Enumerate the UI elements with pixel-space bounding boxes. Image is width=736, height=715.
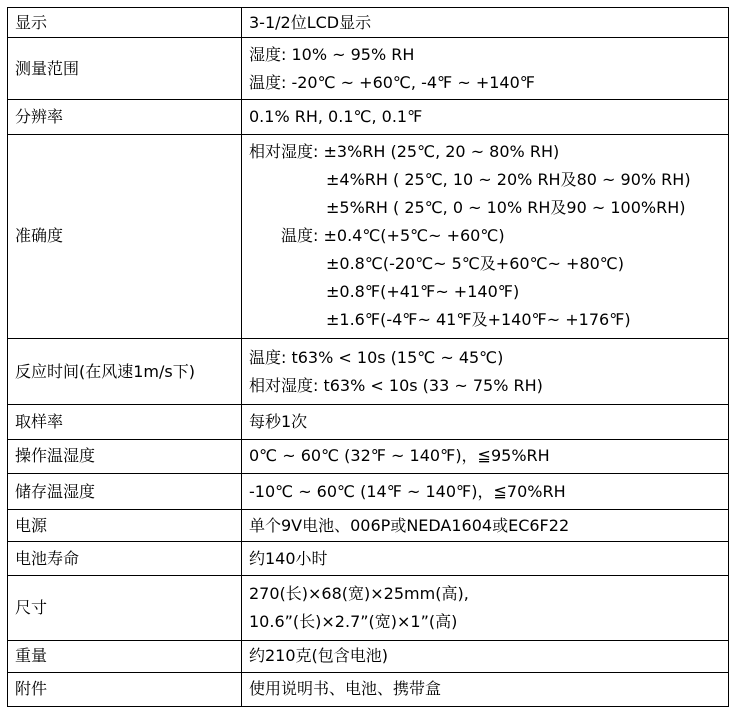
- row-label-storage-conditions: 储存温湿度: [8, 473, 242, 509]
- value-line: 相对湿度: t63% < 10s (33 ~ 75% RH): [249, 375, 543, 395]
- row-label-weight: 重量: [8, 640, 242, 672]
- row-value-battery-life: [242, 542, 729, 576]
- table-row: [8, 510, 729, 542]
- row-value-weight: [242, 640, 729, 672]
- table-row: [8, 672, 729, 706]
- value-line: ±0.8℉(+41℉~ +140℉): [326, 282, 520, 302]
- row-label-power: 电源: [8, 510, 242, 542]
- value-line: 湿度: 10% ~ 95% RH: [249, 44, 415, 64]
- table-row: [8, 576, 729, 640]
- value-line: ±4%RH ( 25℃, 10 ~ 20% RH及80 ~ 90% RH): [326, 170, 691, 190]
- row-label-battery-life: 电池寿命: [8, 542, 242, 576]
- row-value-display: [242, 8, 729, 38]
- value-line: ±5%RH ( 25℃, 0 ~ 10% RH及90 ~ 100%RH): [326, 198, 686, 218]
- value-line: ±1.6℉(-4℉~ 41℉及+140℉~ +176℉): [326, 310, 631, 330]
- value-line: 使用说明书、电池、携带盒: [249, 679, 442, 699]
- value-line: 约210克(包含电池): [249, 646, 389, 666]
- row-label-accuracy: 准确度: [8, 134, 242, 339]
- row-value-sampling-rate: [242, 404, 729, 439]
- value-line: 约140小时: [249, 548, 328, 568]
- row-label-range: 测量范围: [8, 38, 242, 100]
- table-row: [8, 439, 729, 473]
- table-row: [8, 134, 729, 339]
- value-line: 相对湿度: ±3%RH (25℃, 20 ~ 80% RH): [249, 142, 560, 162]
- row-label-operating-conditions: 操作温湿度: [8, 439, 242, 473]
- table-row: [8, 339, 729, 404]
- value-line: 0℃ ~ 60℃ (32℉ ~ 140℉)，≦95%RH: [249, 446, 550, 466]
- row-label-response-time: 反应时间(在风速1m/s下): [8, 339, 242, 404]
- row-label-sampling-rate: 取样率: [8, 404, 242, 439]
- value-line: 单个9V电池、006P或NEDA1604或EC6F22: [249, 515, 570, 535]
- spec-table: [7, 7, 729, 707]
- row-label-resolution: 分辨率: [8, 100, 242, 134]
- row-label-display: 显示: [8, 8, 242, 38]
- table-row: [8, 404, 729, 439]
- row-value-storage-conditions: [242, 473, 729, 509]
- row-value-operating-conditions: [242, 439, 729, 473]
- table-row: [8, 640, 729, 672]
- row-value-range: [242, 38, 729, 100]
- table-row: [8, 542, 729, 576]
- row-value-accuracy: [242, 134, 729, 339]
- value-line: 温度: -20℃ ~ +60℃, -4℉ ~ +140℉: [249, 72, 535, 92]
- row-value-response-time: [242, 339, 729, 404]
- table-row: [8, 38, 729, 100]
- row-value-accessories: [242, 672, 729, 706]
- value-line: -10℃ ~ 60℃ (14℉ ~ 140℉)，≦70%RH: [249, 481, 566, 501]
- row-label-dimensions: 尺寸: [8, 576, 242, 640]
- table-row: [8, 100, 729, 134]
- row-value-resolution: [242, 100, 729, 134]
- value-line: ±0.8℃(-20℃~ 5℃及+60℃~ +80℃): [326, 254, 625, 274]
- value-line: 270(长)×68(宽)×25mm(高),: [249, 583, 469, 603]
- value-line: 温度: ±0.4℃(+5℃~ +60℃): [281, 226, 505, 246]
- row-value-power: [242, 510, 729, 542]
- value-line: 0.1% RH, 0.1℃, 0.1℉: [249, 106, 423, 126]
- value-line: 10.6”(长)×2.7”(宽)×1”(高): [249, 611, 458, 631]
- row-value-dimensions: [242, 576, 729, 640]
- table-row: [8, 8, 729, 38]
- value-line: 3-1/2位LCD显示: [249, 12, 372, 32]
- row-label-accessories: 附件: [8, 672, 242, 706]
- value-line: 每秒1次: [249, 411, 308, 431]
- table-row: [8, 473, 729, 509]
- value-line: 温度: t63% < 10s (15℃ ~ 45℃): [249, 347, 504, 367]
